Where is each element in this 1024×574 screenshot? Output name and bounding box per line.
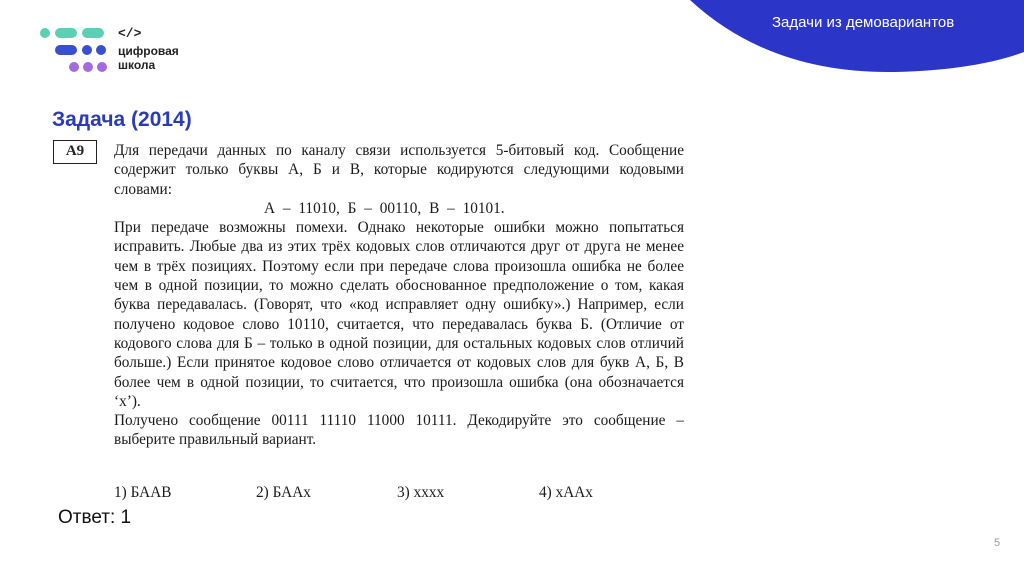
slide-title: Задача (2014) (52, 108, 192, 131)
answer-text: Ответ: 1 (58, 507, 132, 528)
page-number: 5 (994, 537, 1001, 549)
answer-options (114, 484, 684, 504)
option-1: 1) БААВ (114, 484, 172, 501)
task-label: А9 (53, 140, 97, 164)
option-4: 4) хААх (539, 484, 593, 501)
problem-text (114, 141, 684, 450)
option-2: 2) БААх (256, 484, 311, 501)
code-words: А – 11010, Б – 00110, В – 10101. (264, 199, 505, 217)
logo-code: </> (118, 26, 142, 41)
problem-paragraph: Для передачи данных по каналу связи используется 5-битовый код. Сообщение содержит только буквы А, Б и В, которые кодируются следующими кодовыми словами: (114, 142, 684, 198)
problem-paragraph: Получено сообщение 00111 11110 11000 10111. Декодируйте это сообщение – выберите правильный вариант. (114, 412, 684, 449)
logo (38, 25, 218, 77)
logo-line-1: цифровая (118, 44, 179, 58)
logo-line-2: школа (118, 58, 156, 72)
logo-dots-icon (38, 25, 116, 77)
problem-paragraph: При передаче возможны помехи. Однако некоторые ошибки можно попытаться исправить. Любые два из этих трёх кодовых слов отличаются друг от друга не менее чем в трёх позициях. Поэтому если при передаче слова произошла ошибка не более чем в одной позиции, то можно сделать обоснованное предположение о том, какая буква передавалась. (Говорят, что «код исправляет одну ошибку».) Например, если получено кодовое слово 10110, считается, что передавалась буква Б. (Отличие от кодового слова для Б – только в одной позиции, для остальных кодовых слов отличий больше.) Если принятое кодовое слово отличается от кодовых слов для букв А, Б, В более чем в одной позиции, то считается, что произошла ошибка (она обозначается ‘х’). (114, 219, 684, 410)
option-3: 3) хххх (397, 484, 445, 501)
header-title: Задачи из демовариантов (772, 14, 955, 31)
